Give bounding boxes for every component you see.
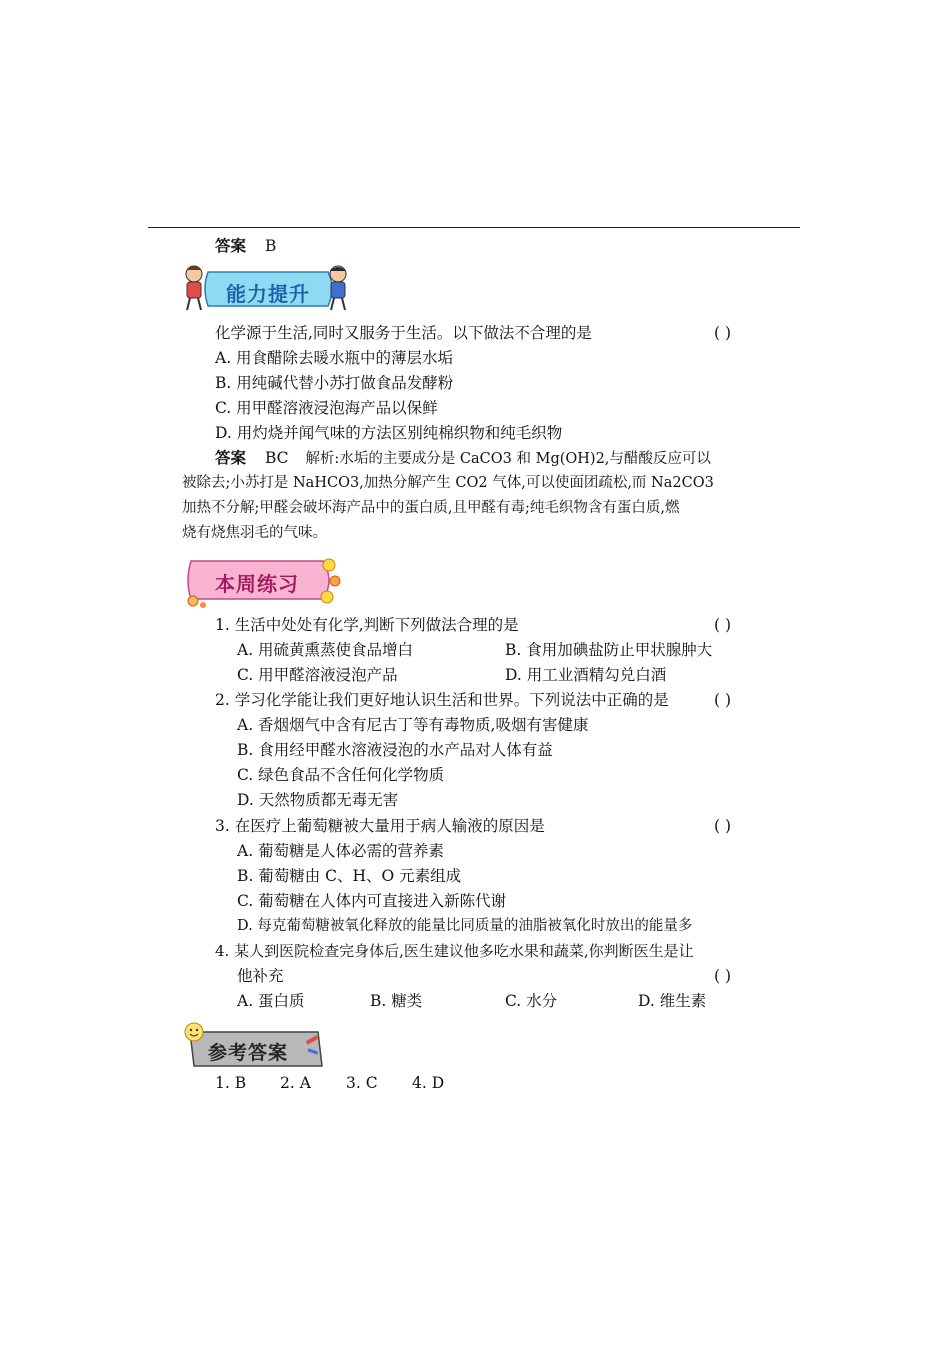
q1-option-c: C. 用甲醛溶液浸泡产品 (237, 666, 398, 684)
q2-option-d: D. 天然物质都无毒无害 (237, 791, 399, 809)
reference-answer-3: 3. C (346, 1074, 378, 1092)
reference-answer-1: 1. B (215, 1074, 247, 1092)
q1-option-b: B. 食用加碘盐防止甲状腺肿大 (505, 641, 713, 659)
analysis-line-2: 被除去;小苏打是 NaHCO3,加热分解产生 CO2 气体,可以使面团疏松,而 Na2CO3 (182, 475, 714, 491)
ability-answer-value: BC (264, 449, 289, 467)
weekly-title: 本周练习 (215, 572, 299, 596)
q1-paren: ( ) (714, 616, 732, 634)
top-answer (215, 236, 276, 256)
q4-option-d: D. 维生素 (638, 992, 707, 1010)
q3-option-c: C. 葡萄糖在人体内可直接进入新陈代谢 (237, 892, 507, 910)
ability-question: 化学源于生活,同时又服务于生活。以下做法不合理的是 (215, 324, 592, 342)
q3-option-a: A. 葡萄糖是人体必需的营养素 (237, 842, 445, 860)
q2-option-c: C. 绿色食品不含任何化学物质 (237, 766, 445, 784)
analysis-line-3: 加热不分解;甲醛会破坏海产品中的蛋白质,且甲醛有毒;纯毛织物含有蛋白质,燃 (182, 500, 680, 516)
q2-stem: 2. 学习化学能让我们更好地认识生活和世界。下列说法中正确的是 (215, 691, 669, 709)
q4-option-c: C. 水分 (505, 992, 558, 1010)
ability-option-a: A. 用食醋除去暖水瓶中的薄层水垢 (215, 349, 454, 367)
reference-answer-4: 4. D (412, 1074, 445, 1092)
header-rule (148, 227, 800, 228)
answer-value: B (264, 237, 277, 255)
q3-paren: ( ) (714, 817, 732, 835)
q4-paren: ( ) (714, 967, 732, 985)
ability-paren: ( ) (714, 324, 732, 342)
ability-answer-label: 答案 (215, 449, 247, 467)
q4-option-a: A. 蛋白质 (237, 992, 305, 1010)
q3-stem: 3. 在医疗上葡萄糖被大量用于病人输液的原因是 (215, 817, 545, 835)
q2-option-a: A. 香烟烟气中含有尼古丁等有毒物质,吸烟有害健康 (237, 716, 589, 734)
ability-banner (178, 262, 353, 314)
analysis-line-4: 烧有烧焦羽毛的气味。 (182, 525, 327, 541)
reference-banner (180, 1020, 330, 1070)
ability-option-d: D. 用灼烧并闻气味的方法区别纯棉织物和纯毛织物 (215, 424, 563, 442)
ability-option-c: C. 用甲醛溶液浸泡海产品以保鲜 (215, 399, 438, 417)
reference-answer-2: 2. A (280, 1074, 311, 1092)
ability-title: 能力提升 (226, 282, 310, 306)
reference-title: 参考答案 (208, 1042, 289, 1064)
analysis-line-1: 解析:水垢的主要成分是 CaCO3 和 Mg(OH)2,与醋酸反应可以 (305, 451, 711, 467)
weekly-banner (183, 553, 343, 609)
q1-option-a: A. 用硫黄熏蒸使食品增白 (237, 641, 414, 659)
q3-option-b: B. 葡萄糖由 C、H、O 元素组成 (237, 867, 462, 885)
q4-stem: 4. 某人到医院检查完身体后,医生建议他多吃水果和蔬菜,你判断医生是让 (215, 942, 694, 960)
q4-option-b: B. 糖类 (370, 992, 423, 1010)
ability-option-b: B. 用纯碱代替小苏打做食品发酵粉 (215, 374, 454, 392)
q3-option-d: D. 每克葡萄糖被氧化释放的能量比同质量的油脂被氧化时放出的能量多 (237, 918, 693, 934)
q2-paren: ( ) (714, 691, 732, 709)
ability-answer-line1 (215, 448, 711, 469)
answer-label: 答案 (215, 237, 247, 255)
q4-stem-continued: 他补充 (237, 967, 284, 985)
q2-option-b: B. 食用经甲醛水溶液浸泡的水产品对人体有益 (237, 741, 553, 759)
q1-stem: 1. 生活中处处有化学,判断下列做法合理的是 (215, 616, 519, 634)
q1-option-d: D. 用工业酒精勾兑白酒 (505, 666, 667, 684)
